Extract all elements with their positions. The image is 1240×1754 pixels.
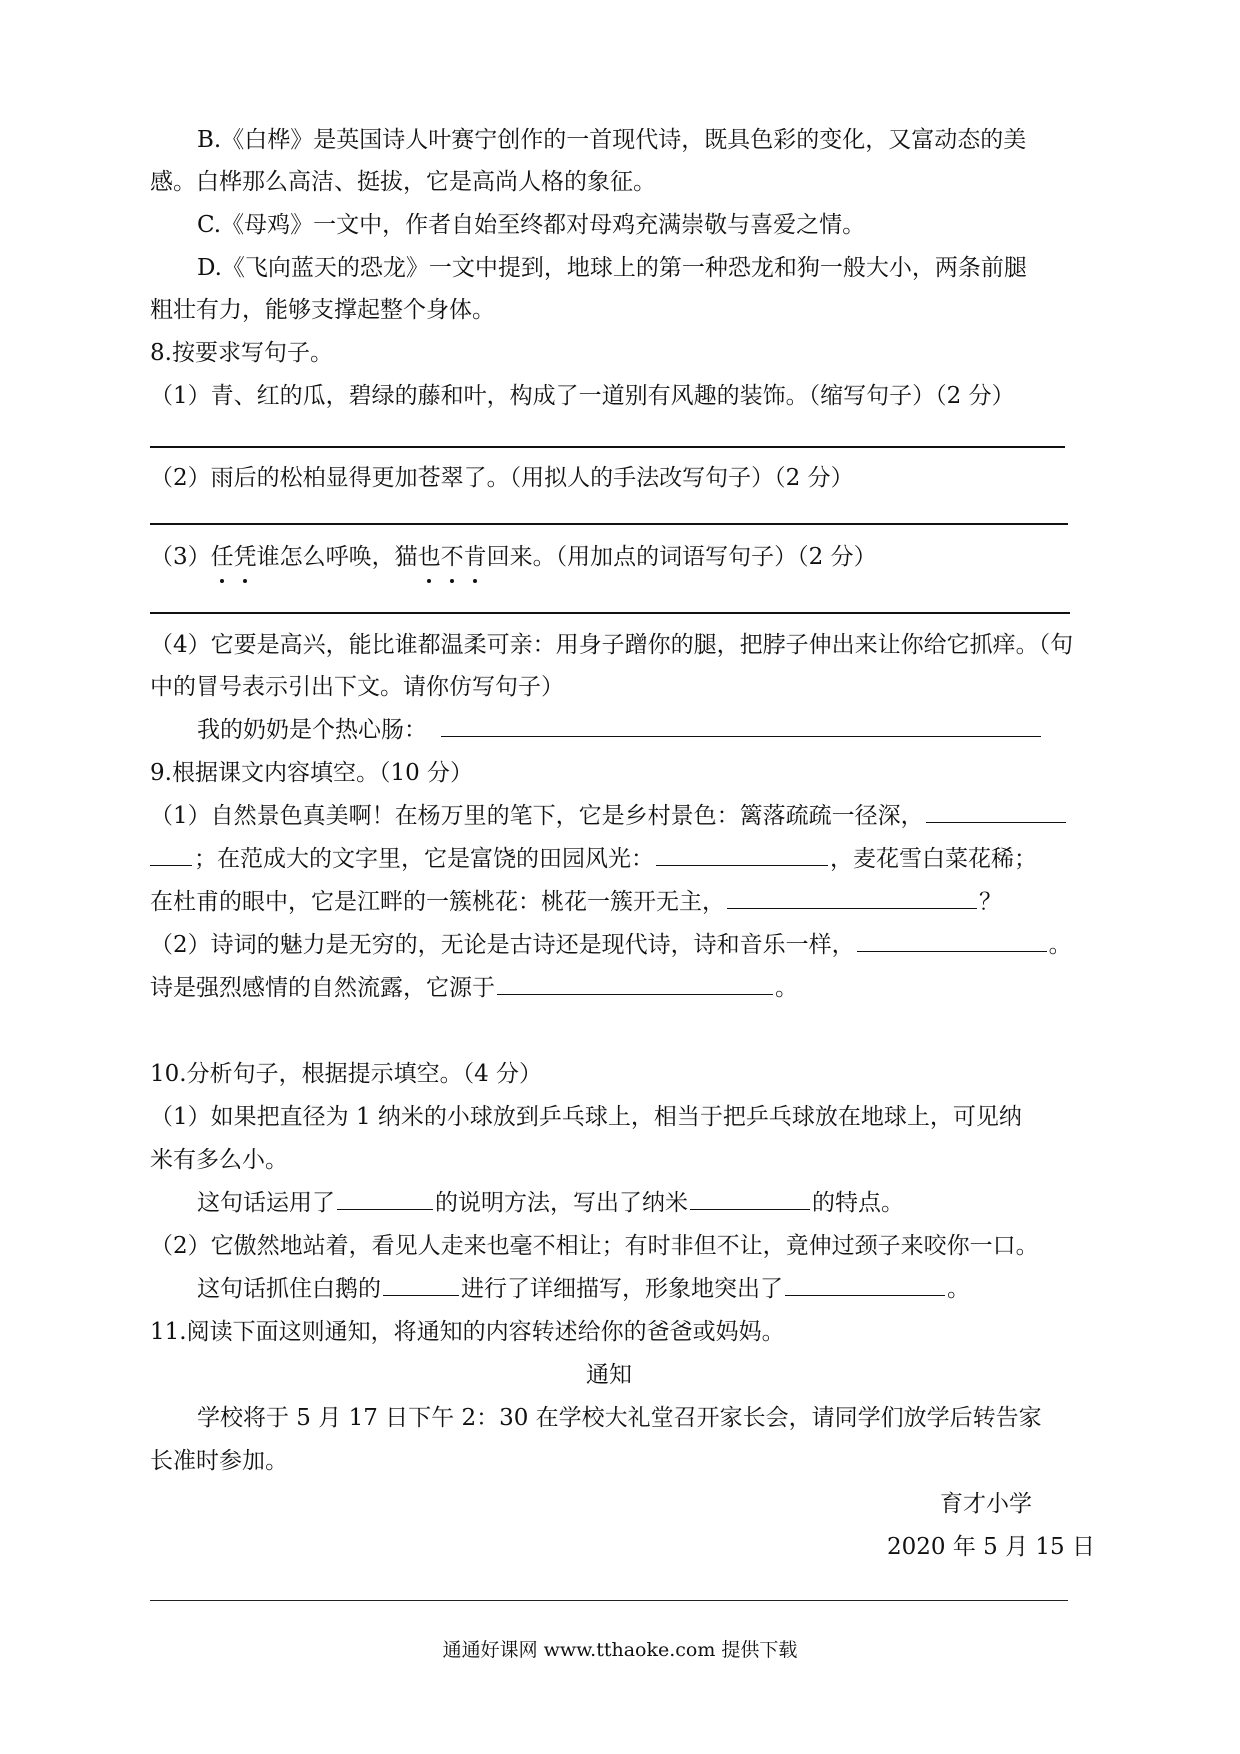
- q9-part2-line1: [150, 925, 1072, 965]
- q9-p1-text: ；在范成大的文字里，它是富饶的田园风光：: [194, 846, 654, 872]
- q9-blank-3[interactable]: [727, 884, 977, 909]
- q9-part1-line1: [150, 796, 1068, 836]
- q8-s3-suffix: 回来。（用加点的词语写句子）（2 分）: [486, 544, 877, 570]
- q9-p1-text: （1）自然景色真美啊！在杨万里的笔下，它是乡村景色：篱落疏疏一径深，: [150, 803, 924, 829]
- q10-blank-4[interactable]: [785, 1271, 945, 1296]
- q10-p2-text: 这句话抓住白鹅的: [197, 1276, 381, 1302]
- q10-part1-answer: [197, 1183, 904, 1223]
- q8-s3-prefix: （3）: [150, 544, 211, 570]
- q8-sentence-2: （2）雨后的松柏显得更加苍翠了。（用拟人的手法改写句子）（2 分）: [150, 465, 854, 491]
- q11-notice-line2: 长准时参加。: [150, 1448, 288, 1474]
- q8-s3-dotted-char: 肯: [464, 537, 487, 577]
- q8-answer-line-1[interactable]: [150, 446, 1065, 448]
- footer-credit: 通通好课网 www.tthaoke.com 提供下载: [442, 1639, 798, 1661]
- q7-option-c: C.《母鸡》一文中，作者自始至终都对母鸡充满崇敬与喜爱之情。: [197, 212, 866, 238]
- q8-sentence-1: （1）青、红的瓜，碧绿的藤和叶，构成了一道别有风趣的装饰。（缩写句子）（2 分）: [150, 383, 1015, 409]
- q9-heading: 9.根据课文内容填空。（10 分）: [150, 760, 474, 786]
- q7-option-b-line2: 感。白桦那么高洁、挺拔，它是高尚人格的象征。: [150, 169, 656, 195]
- q9-blank-4[interactable]: [857, 927, 1047, 952]
- q8-sentence-4-line1: （4）它要是高兴，能比谁都温柔可亲：用身子蹭你的腿，把脖子伸出来让你给它抓痒。（句: [150, 632, 1074, 658]
- q9-p1-text: 在杜甫的眼中，它是江畔的一簇桃花：桃花一簇开无主，: [150, 889, 725, 915]
- q9-part1-line3: [150, 882, 1002, 922]
- q8-s3-dotted-char: 不: [441, 537, 464, 577]
- q10-heading: 10.分析句子，根据提示填空。（4 分）: [150, 1061, 543, 1087]
- footer-divider: [150, 1600, 1068, 1601]
- q10-blank-3[interactable]: [383, 1271, 459, 1296]
- q9-blank-2[interactable]: [656, 841, 828, 866]
- q11-date: 2020 年 5 月 15 日: [887, 1534, 1095, 1560]
- q9-part2-line2: [150, 968, 798, 1008]
- q9-part1-line2: [150, 839, 1037, 879]
- q10-p1-text: 这句话运用了: [197, 1190, 335, 1216]
- q9-p2-text: 。: [775, 975, 798, 1001]
- q9-blank-1a[interactable]: [926, 798, 1066, 823]
- q9-blank-1b[interactable]: [150, 841, 192, 866]
- q9-p2-text: 诗是强烈感情的自然流露，它源于: [150, 975, 495, 1001]
- q8-s3-middle: 谁怎么呼唤，猫: [256, 544, 418, 570]
- q10-p1-text: 的特点。: [812, 1190, 904, 1216]
- q10-part2-answer: [197, 1269, 970, 1309]
- q11-notice-title: 通知: [586, 1362, 632, 1388]
- q8-s4-answer-blank[interactable]: [441, 712, 1041, 737]
- q9-p2-text: 。: [1048, 932, 1072, 958]
- q9-blank-5[interactable]: [497, 970, 773, 995]
- q7-option-b-line1: B.《白桦》是英国诗人叶赛宁创作的一首现代诗，既具色彩的变化，又富动态的美: [197, 127, 1027, 153]
- q8-answer-line-2[interactable]: [150, 523, 1068, 525]
- q10-blank-1[interactable]: [337, 1185, 433, 1210]
- q8-s3-dotted-char: 也: [418, 537, 441, 577]
- q11-notice-line1: 学校将于 5 月 17 日下午 2：30 在学校大礼堂召开家长会，请同学们放学后转告家: [197, 1405, 1042, 1431]
- q10-p1-text: 的说明方法，写出了纳米: [435, 1190, 688, 1216]
- q8-sentence-3: [150, 537, 877, 577]
- q8-heading: 8.按要求写句子。: [150, 340, 333, 366]
- q7-option-d-line2: 粗壮有力，能够支撑起整个身体。: [150, 297, 495, 323]
- q10-p2-text: 进行了详细描写，形象地突出了: [461, 1276, 783, 1302]
- q8-sentence-4-line2: 中的冒号表示引出下文。请你仿写句子）: [150, 674, 564, 700]
- q9-p1-text: ？: [979, 889, 1002, 915]
- q8-s3-dotted-char: 凭: [234, 537, 257, 577]
- q11-signature: 育才小学: [940, 1491, 1032, 1517]
- q7-option-d-line1: D.《飞向蓝天的恐龙》一文中提到，地球上的第一种恐龙和狗一般大小，两条前腿: [197, 255, 1027, 281]
- q9-p2-text: （2）诗词的魅力是无穷的，无论是古诗还是现代诗，诗和音乐一样，: [150, 932, 855, 958]
- q10-part1-line2: 米有多么小。: [150, 1147, 288, 1173]
- q8-answer-line-3[interactable]: [150, 612, 1070, 614]
- q10-blank-2[interactable]: [690, 1185, 810, 1210]
- q9-p1-text: ，麦花雪白菜花稀；: [830, 846, 1037, 872]
- q8-s3-dotted-char: 任: [211, 537, 234, 577]
- q10-part2-line1: （2）它傲然地站着，看见人走来也毫不相让；有时非但不让，竟伸过颈子来咬你一口。: [150, 1233, 1039, 1259]
- q11-heading: 11.阅读下面这则通知，将通知的内容转述给你的爸爸或妈妈。: [150, 1319, 785, 1345]
- q8-sentence-4-prompt: [197, 710, 1043, 750]
- q10-p2-text: 。: [947, 1276, 970, 1302]
- q8-s4-prompt-text: 我的奶奶是个热心肠：: [197, 717, 427, 743]
- q10-part1-line1: （1）如果把直径为 1 纳米的小球放到乒乓球上，相当于把乒乓球放在地球上，可见纳: [150, 1104, 1022, 1130]
